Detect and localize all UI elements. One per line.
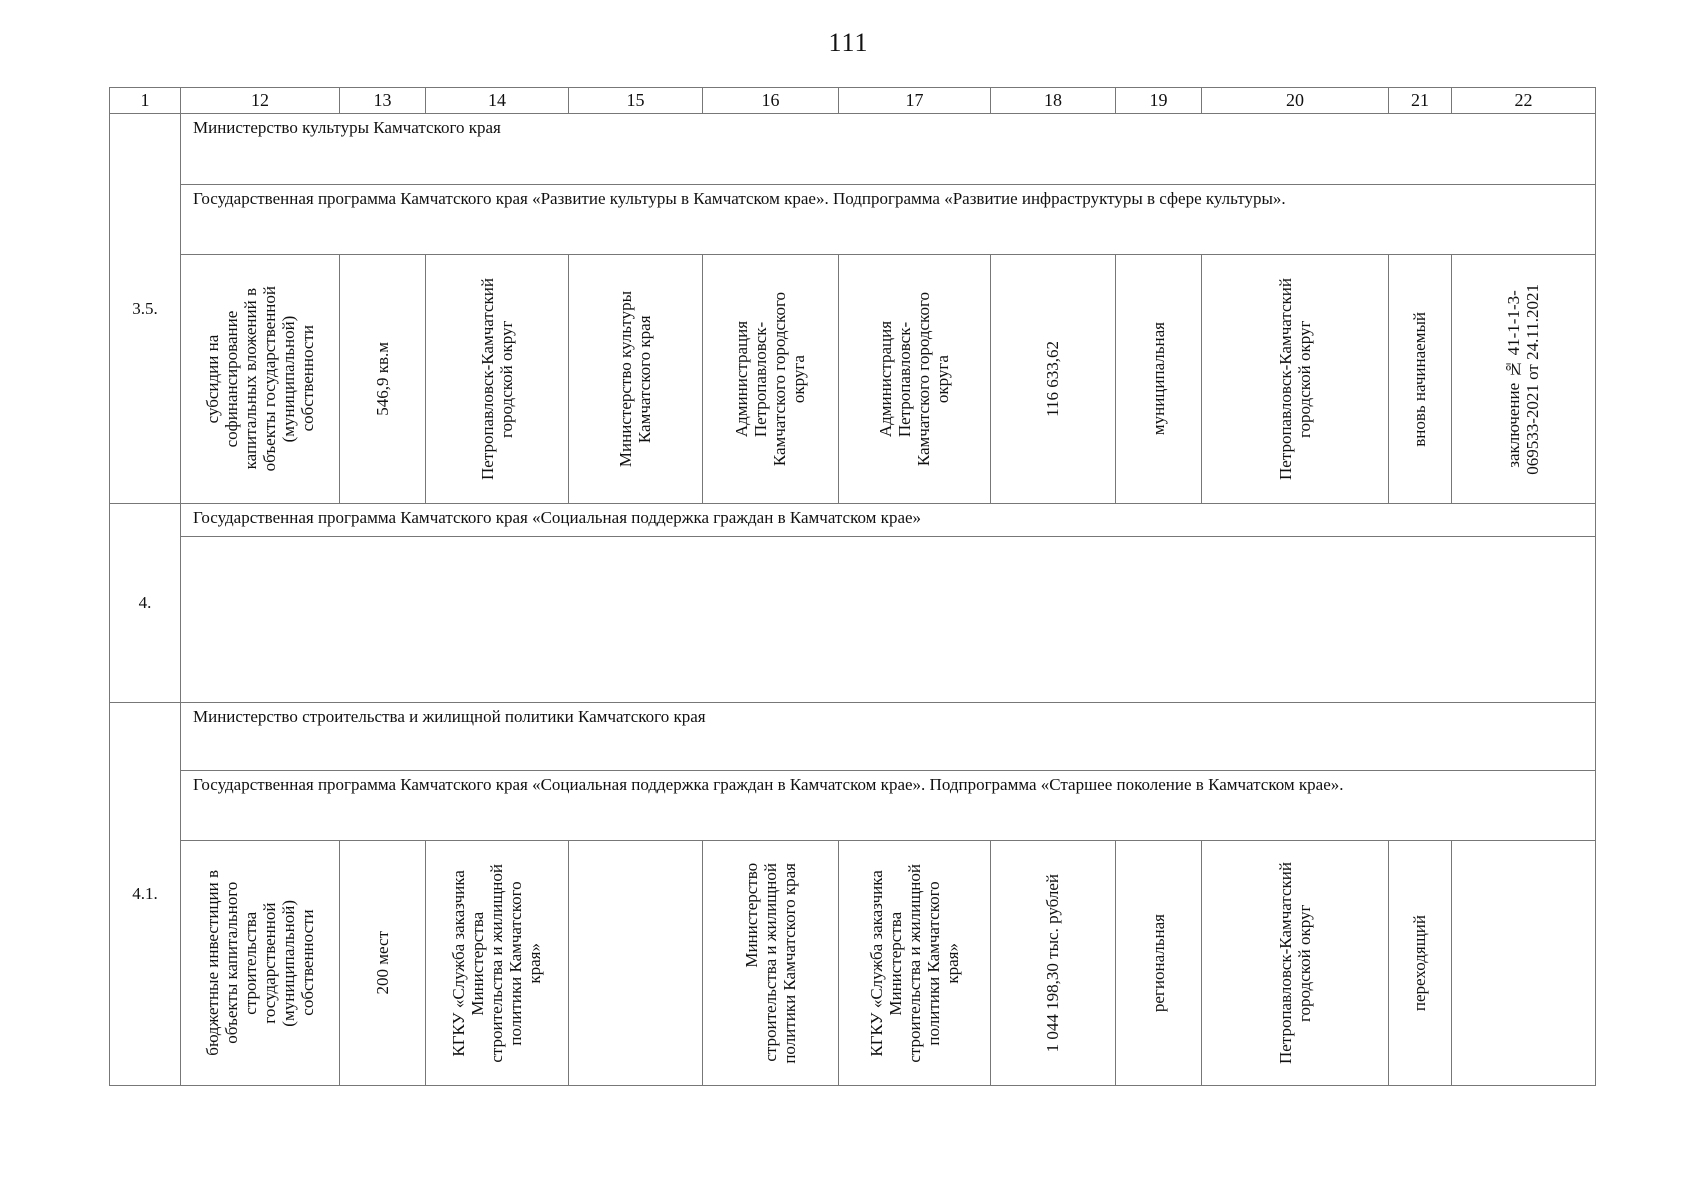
table-cell bbox=[340, 841, 426, 1086]
cell-text: муниципальная bbox=[1148, 322, 1168, 436]
ministry-heading: Министерство строительства и жилищной политики Камчатского края bbox=[181, 703, 1596, 771]
cell-text: вновь начинаемый bbox=[1410, 311, 1430, 447]
table-row bbox=[110, 537, 1596, 703]
table-cell bbox=[181, 841, 340, 1086]
table-cell bbox=[1116, 841, 1202, 1086]
table-row bbox=[110, 841, 1596, 1086]
page-number: 111 bbox=[828, 28, 869, 57]
table-cell bbox=[1389, 255, 1452, 504]
table-cell bbox=[1452, 255, 1596, 504]
cell-text: переходящий bbox=[1410, 914, 1430, 1012]
program-heading: Государственная программа Камчатского края «Развитие культуры в Камчатском крае». Подпрограмма «Развитие инфраструктуры в сфере культуры». bbox=[181, 185, 1596, 255]
table-cell bbox=[426, 841, 569, 1086]
row-number: 4. bbox=[110, 504, 181, 703]
table-cell bbox=[1389, 841, 1452, 1086]
table-cell bbox=[703, 841, 839, 1086]
table-cell bbox=[703, 255, 839, 504]
table-cell bbox=[1452, 841, 1596, 1086]
table-row bbox=[110, 114, 1596, 185]
cell-text: Петропавловск-Камчатский городской округ bbox=[1275, 278, 1314, 480]
column-number: 19 bbox=[1116, 88, 1202, 114]
row-number: 4.1. bbox=[110, 703, 181, 1086]
column-number: 13 bbox=[340, 88, 426, 114]
column-number: 17 bbox=[839, 88, 991, 114]
cell-text: заключение № 41-1-1-3- 069533-2021 от 24.11.2021 bbox=[1504, 283, 1543, 475]
cell-text: бюджетные инвестиции в объекты капитального строительства государственной (муниципальной) собственности bbox=[202, 870, 318, 1056]
cell-text: Министерство культуры Камчатского края bbox=[616, 290, 655, 468]
cell-text: региональная bbox=[1148, 913, 1168, 1013]
table-cell bbox=[1116, 255, 1202, 504]
table-cell bbox=[340, 255, 426, 504]
cell-text: Администрация Петропавловск- Камчатского городского округа bbox=[876, 291, 953, 467]
cell-text: 1 044 198,30 тыс. рублей bbox=[1043, 873, 1063, 1053]
table-cell bbox=[991, 841, 1116, 1086]
table-cell bbox=[839, 841, 991, 1086]
column-number: 14 bbox=[426, 88, 569, 114]
cell-text: Петропавловск-Камчатский городской округ bbox=[1275, 862, 1314, 1064]
cell-text: 200 мест bbox=[372, 931, 392, 995]
column-number: 15 bbox=[569, 88, 703, 114]
column-number-row bbox=[110, 88, 1596, 114]
cell-text: Министерство строительства и жилищной политики Камчатского края bbox=[741, 862, 800, 1064]
column-number: 20 bbox=[1202, 88, 1389, 114]
cell-text: Администрация Петропавловск- Камчатского городского округа bbox=[732, 291, 809, 467]
column-number: 18 bbox=[991, 88, 1116, 114]
table-row bbox=[110, 255, 1596, 504]
row-number: 3.5. bbox=[110, 114, 181, 504]
table-row bbox=[110, 771, 1596, 841]
table-row bbox=[110, 504, 1596, 537]
empty-row bbox=[181, 537, 1596, 703]
column-number: 1 bbox=[110, 88, 181, 114]
cell-text: 116 633,62 bbox=[1043, 341, 1063, 417]
table-row bbox=[110, 185, 1596, 255]
cell-text: 546,9 кв.м bbox=[372, 342, 392, 416]
table-row bbox=[110, 703, 1596, 771]
table-cell bbox=[181, 255, 340, 504]
table-cell bbox=[839, 255, 991, 504]
cell-text: Петропавловск-Камчатский городской округ bbox=[477, 278, 516, 480]
table-cell bbox=[991, 255, 1116, 504]
column-number: 21 bbox=[1389, 88, 1452, 114]
cell-text: КГКУ «Служба заказчика Министерства строительства и жилищной политики Камчатского края» bbox=[866, 863, 963, 1063]
column-number: 22 bbox=[1452, 88, 1596, 114]
table-cell bbox=[426, 255, 569, 504]
table-cell bbox=[569, 255, 703, 504]
objects-table bbox=[109, 87, 1596, 1086]
program-heading: Государственная программа Камчатского края «Социальная поддержка граждан в Камчатском крае». Подпрограмма «Старшее поколение в Камчатском крае». bbox=[181, 771, 1596, 841]
table-cell bbox=[1202, 841, 1389, 1086]
cell-text: субсидии на софинансирование капитальных вложений в объекты государственной (муниципальной) собственности bbox=[202, 286, 318, 472]
column-number: 12 bbox=[181, 88, 340, 114]
table-cell bbox=[1202, 255, 1389, 504]
program-heading: Государственная программа Камчатского края «Социальная поддержка граждан в Камчатском крае» bbox=[181, 504, 1596, 537]
ministry-heading: Министерство культуры Камчатского края bbox=[181, 114, 1596, 185]
cell-text: КГКУ «Служба заказчика Министерства строительства и жилищной политики Камчатского края» bbox=[449, 863, 545, 1063]
table-cell bbox=[569, 841, 703, 1086]
column-number: 16 bbox=[703, 88, 839, 114]
